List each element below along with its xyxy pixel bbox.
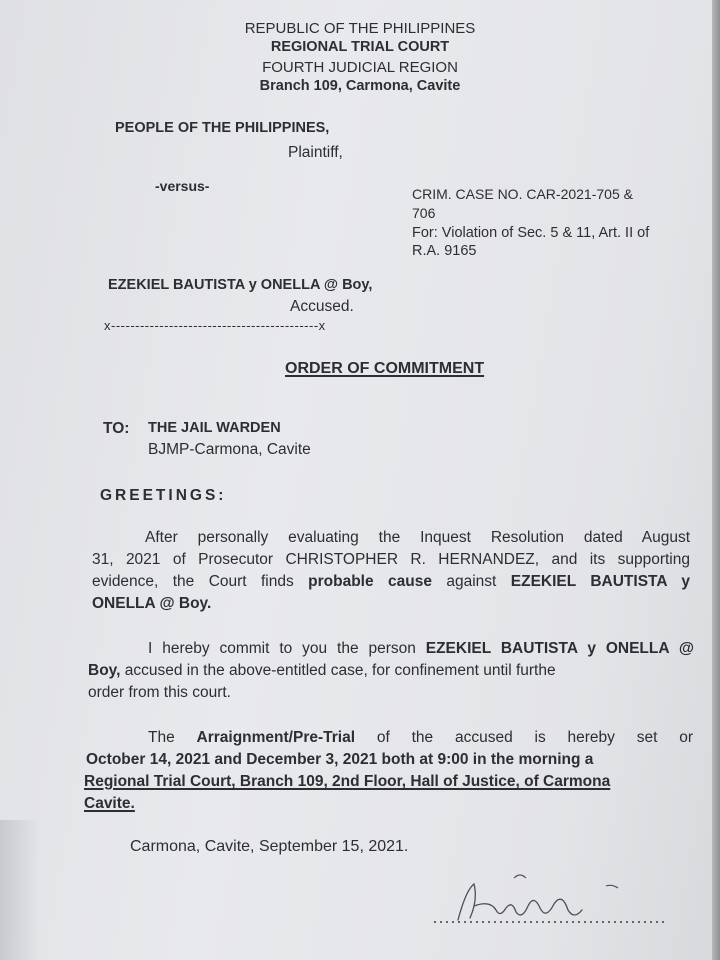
para1-text: evidence, the Court finds <box>92 573 309 590</box>
addressee-name: THE JAIL WARDEN <box>148 420 281 436</box>
para1-text-mid: against <box>431 573 511 590</box>
versus-label: -versus- <box>155 178 210 194</box>
accused-name-inline: EZEKIEL BAUTISTA y <box>510 573 690 590</box>
paper-shadow <box>0 820 40 960</box>
accused-name-inline-2: EZEKIEL BAUTISTA y ONELLA @ <box>425 640 694 657</box>
addressee-office: BJMP-Carmona, Cavite <box>148 441 311 458</box>
alias-text: Boy, <box>88 662 121 679</box>
arraignment-text: Arraignment/Pre-Trial <box>196 729 356 746</box>
header-court: REGIONAL TRIAL COURT <box>270 39 450 55</box>
judge-signature <box>430 870 670 930</box>
to-label: TO: <box>103 420 130 437</box>
para1-line3 <box>92 571 690 593</box>
offense-line: For: Violation of Sec. 5 & 11, Art. II of <box>412 225 650 241</box>
header-republic: REPUBLIC OF THE PHILIPPINES <box>244 20 476 37</box>
para2-line2 <box>88 660 698 682</box>
background-edge <box>712 0 720 960</box>
para3-line2: October 14, 2021 and December 3, 2021 both at 9:00 in the morning a <box>86 751 594 768</box>
para3-text: The <box>148 729 197 746</box>
case-number-cont: 706 <box>412 205 436 221</box>
para1-line2: 31, 2021 of Prosecutor CHRISTOPHER R. HERNANDEZ, and its supporting <box>92 551 690 568</box>
accused-role: Accused. <box>290 298 354 315</box>
case-number: CRIM. CASE NO. CAR-2021-705 & <box>412 186 633 202</box>
dateline: Carmona, Cavite, September 15, 2021. <box>130 838 409 855</box>
para2-text-rest: accused in the above-entitled case, for confinement until furthe <box>120 662 556 679</box>
plaintiff-name: PEOPLE OF THE PHILIPPINES, <box>115 120 330 136</box>
para3-line3: Regional Trial Court, Branch 109, 2nd Floor, Hall of Justice, of Carmona <box>84 773 611 790</box>
probable-cause-text: probable cause <box>308 573 432 590</box>
offense-line-cont: R.A. 9165 <box>412 243 477 259</box>
para3-line4: Cavite. <box>84 795 135 812</box>
greeting: GREETINGS: <box>100 487 227 504</box>
para2-line3: order from this court. <box>88 684 231 701</box>
para3-text-rest: of the accused is hereby set or <box>355 729 693 746</box>
header-branch: Branch 109, Carmona, Cavite <box>259 78 461 94</box>
header-region: FOURTH JUDICIAL REGION <box>262 59 458 76</box>
document-title: ORDER OF COMMITMENT <box>285 360 485 377</box>
accused-name: EZEKIEL BAUTISTA y ONELLA @ Boy, <box>108 277 373 293</box>
para2-line1 <box>148 638 694 660</box>
para1-line1: After personally evaluating the Inquest Resolution dated August <box>145 529 690 546</box>
caption-separator: x-------------------------------------------x <box>104 318 326 333</box>
para2-text: I hereby commit to you the person <box>148 640 426 657</box>
para1-line4: ONELLA @ Boy. <box>92 595 212 612</box>
plaintiff-role: Plaintiff, <box>288 144 343 161</box>
para3-line1 <box>148 727 693 749</box>
